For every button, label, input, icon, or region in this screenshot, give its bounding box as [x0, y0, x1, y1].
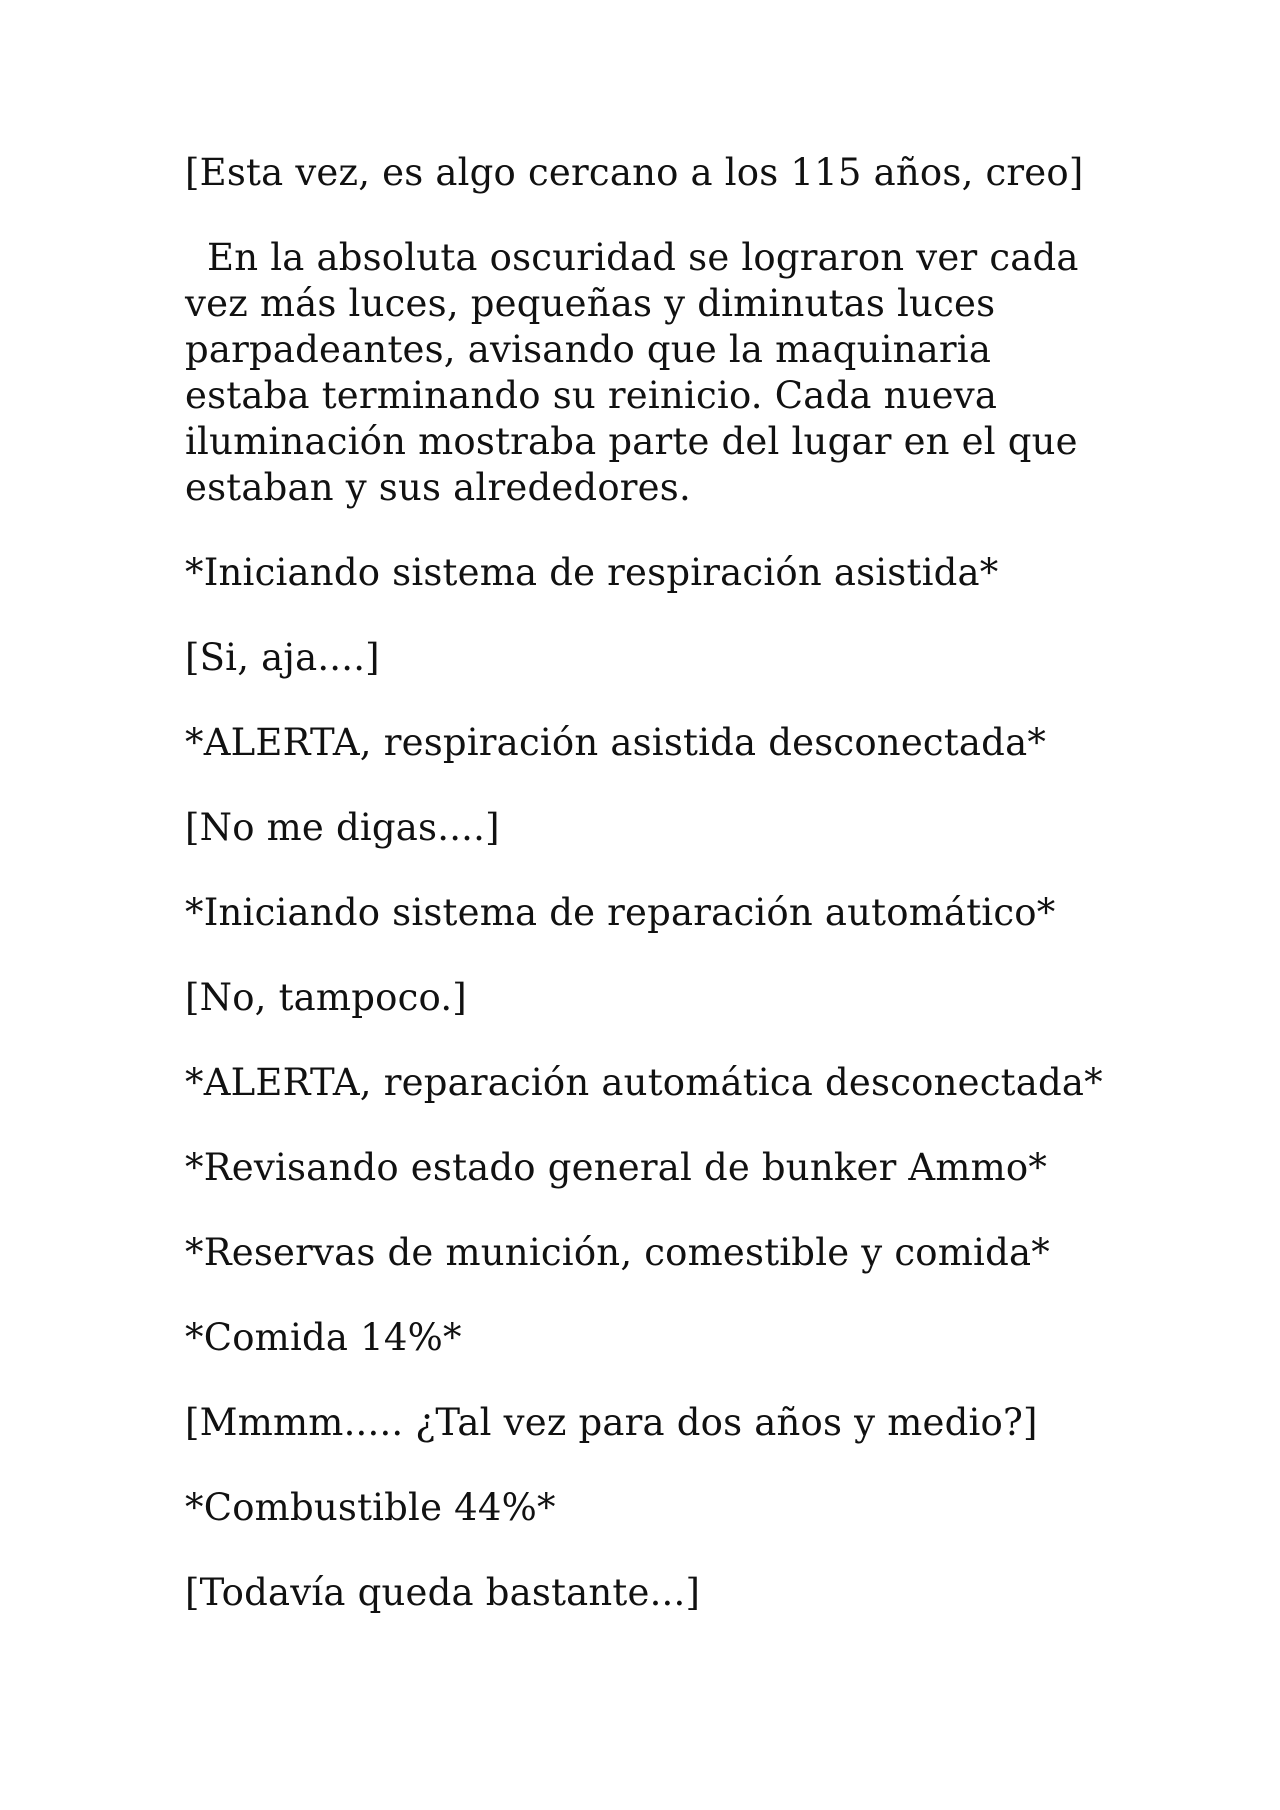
paragraph-system-message: *Reservas de munición, comestible y comida* — [185, 1231, 1050, 1274]
paragraph-intro-thought: [Esta vez, es algo cercano a los 115 años, creo] — [185, 151, 1084, 194]
paragraph-system-alert: *ALERTA, reparación automática desconectada* — [185, 1061, 1103, 1104]
paragraph-system-alert: *ALERTA, respiración asistida desconectada* — [185, 721, 1047, 764]
paragraph-narration: En la absoluta oscuridad se lograron ver cada vez más luces, pequeñas y diminutas luces parpadeantes, avisando que la maquinaria estaba terminando su reinicio. Cada nueva iluminación mostraba parte del lugar en el que estaban y sus alrededores. — [185, 236, 1079, 509]
paragraph-system-status: *Combustible 44%* — [185, 1486, 556, 1529]
paragraph-system-message: *Revisando estado general de bunker Ammo* — [185, 1146, 1048, 1189]
paragraph-thought: [No, tampoco.] — [185, 976, 467, 1019]
paragraph-thought: [No me digas....] — [185, 806, 500, 849]
paragraph-thought: [Todavía queda bastante...] — [185, 1571, 701, 1614]
document-body — [185, 150, 1145, 1616]
paragraph-system-status: *Comida 14%* — [185, 1316, 462, 1359]
paragraph-system-message: *Iniciando sistema de respiración asistida* — [185, 551, 999, 594]
paragraph-thought: [Si, aja....] — [185, 636, 380, 679]
paragraph-system-message: *Iniciando sistema de reparación automático* — [185, 891, 1056, 934]
paragraph-thought: [Mmmm..... ¿Tal vez para dos años y medio?] — [185, 1401, 1038, 1444]
